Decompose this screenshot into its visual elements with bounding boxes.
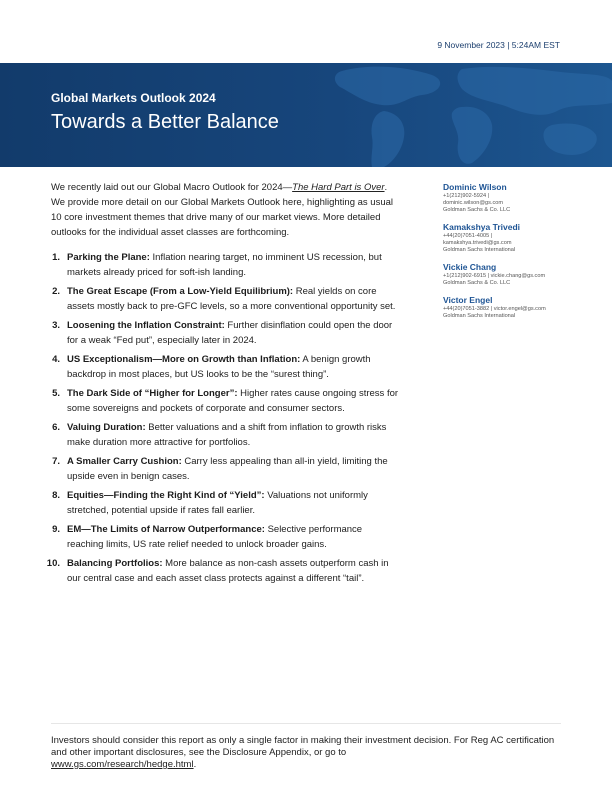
author-entity: Goldman Sachs International — [443, 313, 516, 319]
author-email[interactable]: kamakshya.trivedi@gs.com — [443, 240, 512, 246]
theme-title: US Exceptionalism—More on Growth than Inflation: — [67, 354, 301, 365]
theme-text: Better valuations and a shift from inflation to growth risks make duration more attractive for portfolios. — [67, 422, 387, 448]
theme-text: More balance as non-cash assets outperform cash in our central case and each asset class protects against a different “tail”. — [67, 558, 389, 584]
report-date: 9 November 2023 | 5:24AM EST — [437, 40, 560, 50]
author-entity: Goldman Sachs & Co. LLC — [443, 207, 511, 213]
list-number: 6. — [52, 422, 60, 433]
report-series: Global Markets Outlook 2024 — [51, 91, 216, 105]
list-number: 10. — [46, 558, 60, 569]
author-block — [443, 182, 573, 214]
theme-title: The Great Escape (From a Low-Yield Equilibrium): — [67, 286, 294, 297]
author-block — [443, 222, 573, 254]
author-block — [443, 295, 573, 320]
list-number: 5. — [52, 388, 60, 399]
disclosure-text: Investors should consider this report as only a single factor in making their investment decision. For Reg AC certification and other important disclosures, see the Disclosure Appendix, or go to — [51, 735, 555, 758]
author-entity: Goldman Sachs International — [443, 247, 516, 253]
author-list — [443, 182, 573, 328]
list-item — [51, 386, 401, 416]
list-item — [51, 420, 401, 450]
intro-paragraph — [51, 180, 401, 240]
list-item — [51, 488, 401, 518]
list-item — [51, 352, 401, 382]
page-title: Towards a Better Balance — [51, 111, 279, 133]
author-contact[interactable]: +1(212)902-6915 | vickie.chang@gs.com — [443, 273, 546, 279]
author-contact[interactable]: +44(20)7051-3882 | victor.engel@gs.com — [443, 306, 546, 312]
author-name: Vickie Chang — [443, 262, 497, 272]
theme-title: Parking the Plane: — [67, 252, 150, 263]
theme-text: Valuations not uniformly stretched, potential upside if rates fall earlier. — [67, 490, 368, 516]
list-item — [46, 556, 401, 586]
theme-text: Selective performance reaching limits, US rate relief needed to unlock broader gains. — [67, 524, 363, 550]
list-item — [51, 318, 401, 348]
intro-text-after: . We provide more detail on our Global Markets Outlook here, highlighting as usual 10 core investment themes that drive many of our market views. More detailed outlooks for the individual asset classes are forthcoming. — [51, 182, 394, 238]
theme-title: EM—The Limits of Narrow Outperformance: — [67, 524, 265, 535]
theme-title: Valuing Duration: — [67, 422, 146, 433]
list-item — [51, 522, 401, 552]
theme-text: Inflation nearing target, no imminent US recession, but markets already priced for soft-ish landing. — [67, 252, 382, 278]
theme-title: Loosening the Inflation Constraint: — [67, 320, 225, 331]
themes-list — [46, 250, 401, 586]
author-name: Dominic Wilson — [443, 182, 507, 192]
theme-text: Real yields on core assets mostly back to pre-GFC levels, so a more conventional opportunity set. — [67, 286, 396, 312]
list-number: 4. — [52, 354, 60, 365]
theme-text: Carry less appealing than all-in yield, limiting the upside even in benign cases. — [67, 456, 388, 482]
intro-text-before: We recently laid out our Global Macro Outlook for 2024— — [51, 182, 293, 193]
world-map-graphic — [312, 63, 612, 167]
list-item — [51, 454, 401, 484]
list-number: 9. — [52, 524, 60, 535]
hard-part-link[interactable]: The Hard Part is Over — [292, 182, 385, 193]
disclosure-period: . — [193, 759, 197, 770]
theme-title: Balancing Portfolios: — [67, 558, 163, 569]
theme-title: A Smaller Carry Cushion: — [67, 456, 182, 467]
theme-title: The Dark Side of “Higher for Longer”: — [67, 388, 238, 399]
author-phone: +44(20)7051-4005 | — [443, 233, 493, 239]
list-number: 3. — [52, 320, 60, 331]
author-block — [443, 262, 573, 287]
list-item — [51, 250, 401, 280]
list-number: 7. — [52, 456, 60, 467]
theme-title: Equities—Finding the Right Kind of “Yield”: — [67, 490, 265, 501]
list-number: 1. — [52, 252, 60, 263]
title-banner — [0, 63, 612, 167]
list-number: 2. — [52, 286, 60, 297]
list-number: 8. — [52, 490, 60, 501]
theme-text: Higher rates cause ongoing stress for some sovereigns and pockets of corporate and consumer sectors. — [67, 388, 399, 414]
theme-text: Further disinflation could open the door for a weak “Fed put”, especially later in 2024. — [67, 320, 393, 346]
disclosure-footer — [51, 735, 561, 771]
author-phone: +1(212)902-5924 | — [443, 193, 490, 199]
author-name: Victor Engel — [443, 295, 493, 305]
theme-text: A benign growth backdrop in most places, but US looks to be the “surest thing”. — [67, 354, 371, 380]
list-item — [51, 284, 401, 314]
footer-divider — [51, 723, 561, 724]
main-content — [46, 180, 401, 590]
author-name: Kamakshya Trivedi — [443, 222, 521, 232]
author-entity: Goldman Sachs & Co. LLC — [443, 280, 511, 286]
disclosure-link[interactable]: www.gs.com/research/hedge.html — [51, 759, 194, 770]
author-email[interactable]: dominic.wilson@gs.com — [443, 200, 504, 206]
